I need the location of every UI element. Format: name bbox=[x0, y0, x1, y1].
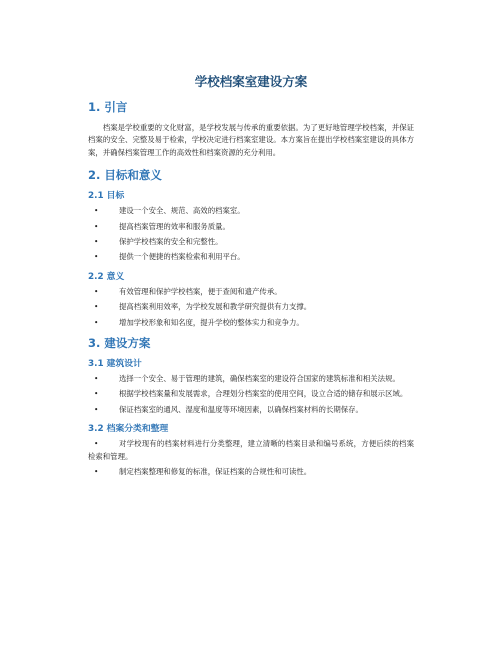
list-item-text: 有效管理和保护学校档案，便于查阅和遗产传承。 bbox=[119, 286, 282, 296]
list-item bbox=[88, 221, 414, 233]
subsection-heading: 3.2 档案分类和整理 bbox=[88, 424, 169, 435]
list-item bbox=[88, 438, 414, 463]
section-heading: 2. 目标和意义 bbox=[88, 168, 162, 183]
intro-paragraph: 档案是学校重要的文化财富，是学校发展与传承的重要依据。为了更好地管理学校档案，并保证档案的安全、完整及易于检索，学校决定进行档案室建设。本方案旨在提出学校档案室建设的具体方案，并确保档案管理工作的高效性和档案资源的充分利用。 bbox=[88, 123, 414, 157]
subsection-heading: 2.1 目标 bbox=[88, 191, 125, 202]
bullet-icon: • bbox=[94, 221, 99, 231]
bullet-icon: • bbox=[94, 237, 99, 247]
bullet-icon: • bbox=[94, 439, 99, 449]
list-item bbox=[88, 251, 414, 263]
bullet-icon: • bbox=[94, 206, 99, 216]
list-item-text: 提供一个便捷的档案检索和利用平台。 bbox=[119, 252, 245, 262]
goals-list bbox=[88, 205, 414, 264]
list-item-text: 对学校现有的档案材料进行分类整理，建立清晰的档案目录和编号系统，方便后续的档案检索和管理。 bbox=[88, 439, 414, 461]
subsection-heading: 3.1 建筑设计 bbox=[88, 359, 142, 370]
bullet-icon: • bbox=[94, 404, 99, 414]
list-item bbox=[88, 373, 414, 385]
archive-classification-list bbox=[88, 438, 414, 478]
bullet-icon: • bbox=[94, 374, 99, 384]
document-title: 学校档案室建设方案 bbox=[194, 74, 308, 89]
bullet-icon: • bbox=[94, 317, 99, 327]
bullet-icon: • bbox=[94, 252, 99, 262]
list-item bbox=[88, 466, 414, 478]
section-heading: 1. 引言 bbox=[88, 100, 128, 114]
list-item bbox=[88, 301, 414, 313]
list-item bbox=[88, 388, 414, 400]
list-item-text: 提高档案管理的效率和服务质量。 bbox=[119, 221, 230, 231]
building-design-list bbox=[88, 373, 414, 416]
section-heading: 3. 建设方案 bbox=[88, 336, 151, 351]
list-item-text: 根据学校档案量和发展需求，合理划分档案室的使用空间，设立合适的储存和展示区域。 bbox=[119, 389, 408, 399]
list-item bbox=[88, 286, 414, 298]
bullet-icon: • bbox=[94, 302, 99, 312]
list-item-text: 增加学校形象和知名度，提升学校的整体实力和竞争力。 bbox=[119, 317, 304, 327]
section-introduction bbox=[88, 100, 414, 159]
list-item bbox=[88, 404, 414, 416]
document-page bbox=[88, 74, 414, 486]
list-item-text: 保护学校档案的安全和完整性。 bbox=[119, 237, 223, 247]
bullet-icon: • bbox=[94, 286, 99, 296]
list-item-text: 制定档案整理和修复的标准，保证档案的合规性和可读性。 bbox=[119, 467, 312, 477]
list-item-text: 提高档案利用效率，为学校发展和教学研究提供有力支撑。 bbox=[119, 302, 312, 312]
list-item-text: 建设一个安全、规范、高效的档案室。 bbox=[119, 206, 245, 216]
list-item-text: 选择一个安全、易于管理的建筑，确保档案室的建设符合国家的建筑标准和相关法规。 bbox=[119, 374, 400, 384]
section-construction-plan bbox=[88, 336, 414, 478]
section-goals-significance bbox=[88, 168, 414, 329]
list-item bbox=[88, 317, 414, 329]
bullet-icon: • bbox=[94, 389, 99, 399]
list-item-text: 保证档案室的通风、湿度和温度等环境因素，以确保档案材料的长期保存。 bbox=[119, 404, 363, 414]
bullet-icon: • bbox=[94, 467, 99, 477]
significance-list bbox=[88, 286, 414, 329]
list-item bbox=[88, 205, 414, 217]
list-item bbox=[88, 236, 414, 248]
subsection-heading: 2.2 意义 bbox=[88, 271, 125, 282]
